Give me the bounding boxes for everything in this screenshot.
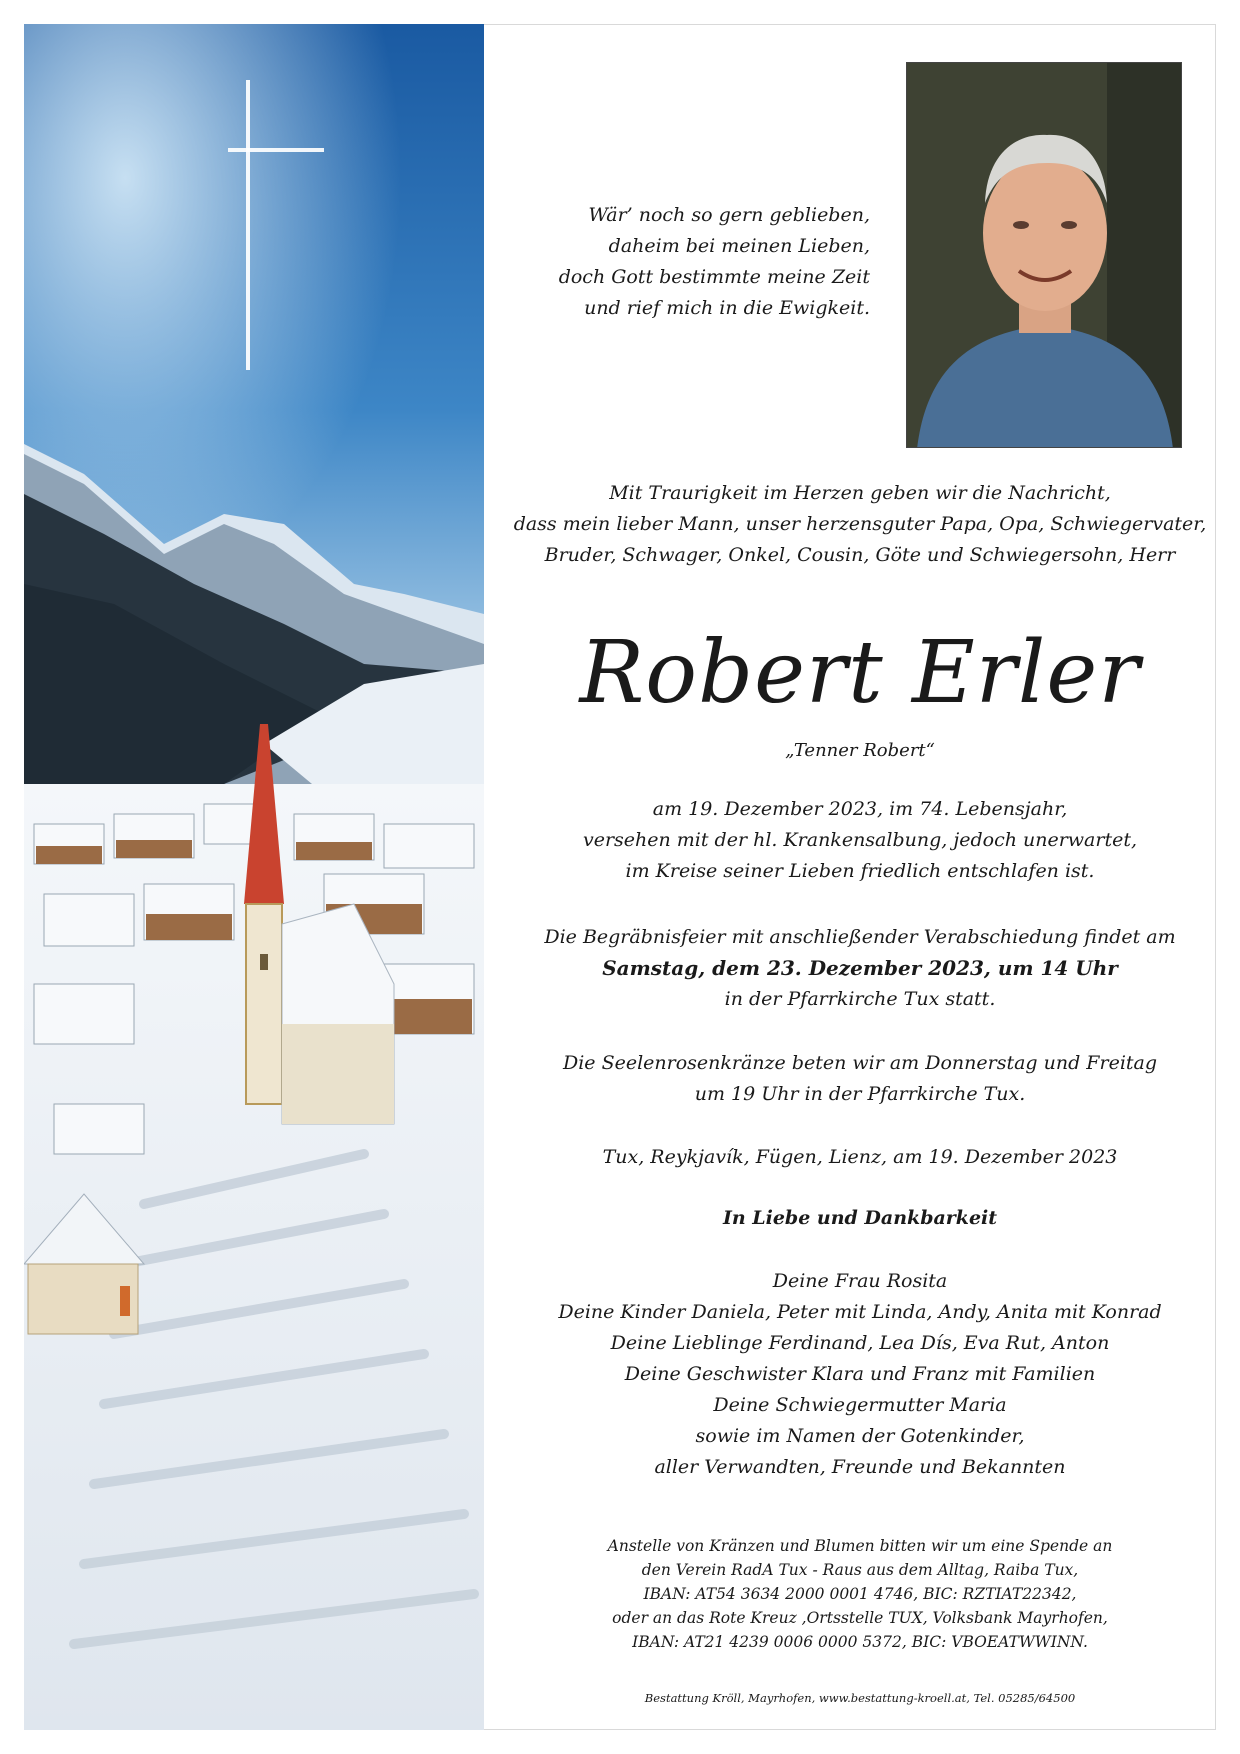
rosary-line: um 19 Uhr in der Pfarrkirche Tux.	[694, 1083, 1026, 1105]
funeral-location: in der Pfarrkirche Tux statt.	[724, 988, 996, 1010]
deceased-name: Robert Erler	[579, 623, 1141, 723]
verse-line: Wär’ noch so gern geblieben,	[588, 204, 870, 226]
death-line: im Kreise seiner Lieben friedlich entschlafen ist.	[625, 860, 1095, 882]
intro-line: dass mein lieber Mann, unser herzensguter Papa, Opa, Schwiegervater,	[513, 513, 1207, 535]
rosary-line: Die Seelenrosenkränze beten wir am Donnerstag und Freitag	[562, 1052, 1158, 1074]
mourner-line: Deine Schwiegermutter Maria	[713, 1394, 1007, 1416]
verse	[520, 200, 870, 324]
verse-line: und rief mich in die Ewigkeit.	[584, 297, 870, 319]
rosary-details	[540, 1048, 1180, 1110]
funeral-details	[520, 922, 1200, 1015]
mourner-line: Deine Geschwister Klara und Franz mit Familien	[624, 1363, 1096, 1385]
verse-line: daheim bei meinen Lieben,	[608, 235, 870, 257]
funeral-home-footer: Bestattung Kröll, Mayrhofen, www.bestattung-kroell.at, Tel. 05285/64500	[644, 1691, 1076, 1705]
mourners-list	[520, 1266, 1200, 1483]
death-line: am 19. Dezember 2023, im 74. Lebensjahr,	[652, 798, 1068, 820]
donation-line: IBAN: AT21 4239 0006 0000 5372, BIC: VBOEATWWINN.	[632, 1633, 1088, 1651]
death-line: versehen mit der hl. Krankensalbung, jedoch unerwartet,	[582, 829, 1138, 851]
mourner-line: Deine Lieblinge Ferdinand, Lea Dís, Eva Rut, Anton	[610, 1332, 1110, 1354]
funeral-date: Samstag, dem 23. Dezember 2023, um 14 Uhr	[602, 956, 1118, 980]
announcement-intro	[500, 478, 1220, 571]
intro-line: Bruder, Schwager, Onkel, Cousin, Göte und Schwiegersohn, Herr	[544, 544, 1176, 566]
funeral-line: Die Begräbnisfeier mit anschließender Verabschiedung findet am	[544, 926, 1176, 948]
donation-line: oder an das Rote Kreuz ,Ortsstelle TUX, Volksbank Mayrhofen,	[612, 1609, 1108, 1627]
death-details	[540, 794, 1180, 887]
mourner-line: Deine Frau Rosita	[772, 1270, 948, 1292]
donation-line: den Verein RadA Tux - Raus aus dem Alltag, Raiba Tux,	[641, 1561, 1079, 1579]
donation-line: IBAN: AT54 3634 2000 0001 4746, BIC: RZTIAT22342,	[643, 1585, 1077, 1603]
winter-village-illustration	[24, 24, 484, 1730]
mourner-line: sowie im Namen der Gotenkinder,	[695, 1425, 1025, 1447]
mourner-line: Deine Kinder Daniela, Peter mit Linda, Andy, Anita mit Konrad	[558, 1301, 1162, 1323]
place-date: Tux, Reykjavík, Fügen, Lienz, am 19. Dezember 2023	[602, 1146, 1118, 1168]
verse-line: doch Gott bestimmte meine Zeit	[558, 266, 870, 288]
mourner-line: aller Verwandten, Freunde und Bekannten	[654, 1456, 1066, 1478]
donation-request	[540, 1534, 1180, 1654]
intro-line: Mit Traurigkeit im Herzen geben wir die Nachricht,	[609, 482, 1111, 504]
portrait-photo	[906, 62, 1182, 448]
portrait-illustration	[907, 63, 1182, 448]
deceased-nickname: „Tenner Robert“	[785, 740, 935, 761]
love-line: In Liebe und Dankbarkeit	[722, 1207, 998, 1229]
donation-line: Anstelle von Kränzen und Blumen bitten wir um eine Spende an	[607, 1537, 1113, 1555]
landscape-photo	[24, 24, 484, 1730]
